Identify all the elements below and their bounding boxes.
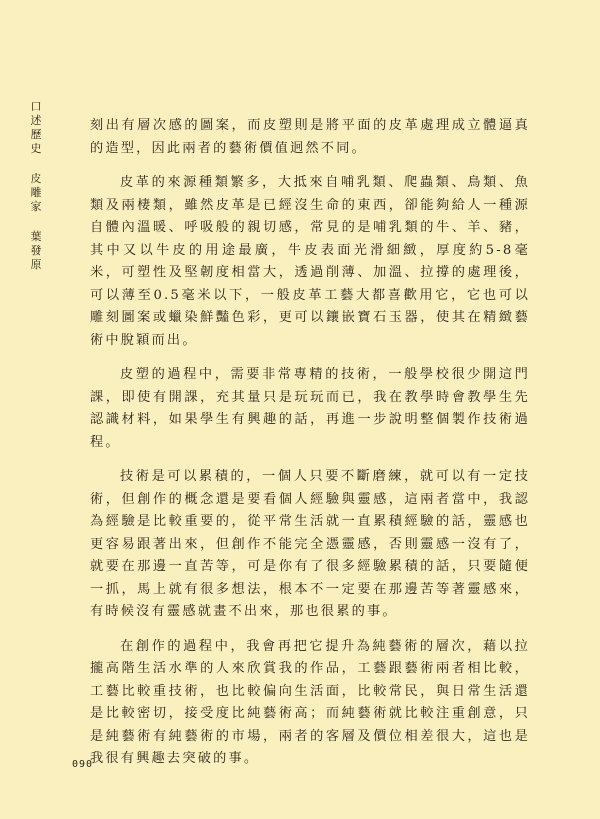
paragraph-continued: 刻出有層次感的圖案，而皮塑則是將平面的皮革處理成立體逼真的造型，因此兩者的藝術價值迥然不同。 — [90, 118, 530, 156]
subject-title: 皮 雕 家 — [30, 172, 42, 213]
paragraph-craft-vs-art: 在創作的過程中，我會再把它提升為純藝術的層次，藉以拉攏高階生活水準的人來欣賞我的作品，工藝跟藝術兩者相比較，工藝比較重技術，也比較偏向生活面，比較常民，與日常生活還是比較密切，接受度比純藝術高；而純藝術就比較注重創意，只是純藝術有純藝術的市場，兩者的客層及價位相差很大，這也是我很有興趣去突破的事。 — [90, 638, 530, 766]
running-header-vertical — [28, 100, 44, 288]
page-number: 090 — [72, 759, 94, 770]
paragraph-leather-sculpture-process: 皮塑的過程中，需要非常專精的技術，一般學校很少開這門課，即使有開課，充其量只是玩玩而已，我在教學時會教學生先認識材料，如果學生有興趣的話，再進一步說明整個製作技術過程。 — [90, 367, 530, 450]
paragraph-leather-sources: 皮革的來源種類繁多，大抵來自哺乳類、爬蟲類、鳥類、魚類及兩棲類，雖然皮革是已經沒生命的東西，卻能夠給人一種源自體內溫暖、呼吸般的親切感，常見的是哺乳類的牛、羊、豬，其中又以牛皮的用途最廣，牛皮表面光滑細緻，厚度約5-8毫米，可塑性及堅韌度相當大，透過削薄、加溫、拉撐的處理後，可以薄至0.5毫米以下，一般皮革工藝大都喜歡用它，它也可以雕刻圖案或蠟染鮮豔色彩，更可以鑲嵌寶石玉器，使其在精緻藝術中脫穎而出。 — [90, 175, 530, 348]
body-text — [90, 115, 530, 771]
author-name: 葉 發 原 — [30, 230, 42, 271]
series-title: 口 述 歷 史 — [30, 100, 42, 155]
paragraph-technique-and-inspiration: 技術是可以累積的，一個人只要不斷磨練，就可以有一定技術，但創作的概念還是要看個人經驗與靈感，這兩者當中，我認為經驗是比較重要的，從平常生活就一直累積經驗的話，靈感也更容易跟著出來，但創作不能完全憑靈感，否則靈感一沒有了，就要在那邊一直苦等，可是你有了很多經驗累積的話，只要隨便一抓，馬上就有很多想法，根本不一定要在那邊苦等著靈感來，有時候沒有靈感就畫不出來，那也很累的事。 — [90, 469, 530, 619]
